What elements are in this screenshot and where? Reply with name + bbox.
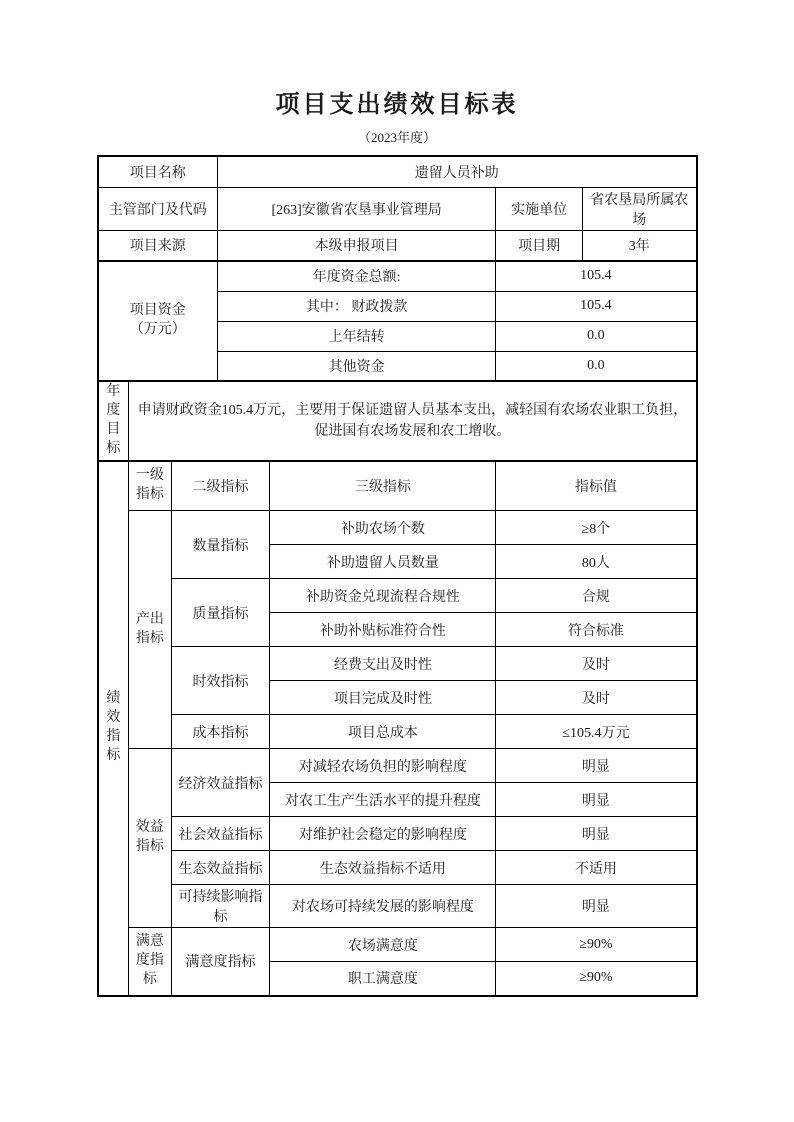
value-cell: 80人 <box>496 545 697 579</box>
l1-benefit: 效益指标 <box>129 749 171 928</box>
annual-goal-text: 申请财政资金105.4万元，主要用于保证遗留人员基本支出，减轻国有农场农业职工负担，促进国有农场发展和农工增收。 <box>129 381 697 461</box>
funding-other-label: 其他资金 <box>218 351 496 381</box>
indicator-row <box>98 511 697 545</box>
annual-goal-row <box>98 381 697 461</box>
project-name-label: 项目名称 <box>98 156 218 187</box>
l2-ecological: 生态效益指标 <box>171 851 270 885</box>
value-cell: 及时 <box>496 647 697 681</box>
l2-timeliness: 时效指标 <box>171 647 270 715</box>
funding-label <box>98 261 218 381</box>
l2-quality: 质量指标 <box>171 579 270 647</box>
impl-unit-value: 省农垦局所属农场 <box>583 187 697 230</box>
project-name-value: 遗留人员补助 <box>218 156 697 187</box>
page-subtitle: （2023年度） <box>357 130 436 145</box>
l2-social: 社会效益指标 <box>171 817 270 851</box>
value-cell: ≤105.4万元 <box>496 715 697 749</box>
value-cell: ≥8个 <box>496 511 697 545</box>
funding-total-value: 105.4 <box>496 261 697 291</box>
l2-quantity: 数量指标 <box>171 511 270 579</box>
funding-label-line2: （万元） <box>129 322 186 337</box>
indicator-row <box>98 928 697 962</box>
value-cell: 不适用 <box>496 851 697 885</box>
l1-output: 产出指标 <box>129 511 171 749</box>
project-source-row <box>98 230 697 261</box>
indicator-row <box>98 715 697 749</box>
funding-fiscal-label: 其中： 财政拨款 <box>218 291 496 321</box>
department-value: [263]安徽省农垦事业管理局 <box>218 187 496 230</box>
funding-fiscal-value: 105.4 <box>496 291 697 321</box>
funding-label-line1: 项目资金 <box>129 303 186 319</box>
indicator-row <box>98 647 697 681</box>
value-cell: 及时 <box>496 681 697 715</box>
project-source-value: 本级申报项目 <box>218 230 496 261</box>
project-period-label: 项目期 <box>496 230 583 261</box>
project-name-row <box>98 156 697 187</box>
value-cell: 符合标准 <box>496 613 697 647</box>
l3-cell: 对农场可持续发展的影响程度 <box>270 885 496 928</box>
indicator-header-row <box>98 461 697 511</box>
l3-cell: 项目完成及时性 <box>270 681 496 715</box>
l3-cell: 补助农场个数 <box>270 511 496 545</box>
l3-cell: 对维护社会稳定的影响程度 <box>270 817 496 851</box>
l3-cell: 补助补贴标准符合性 <box>270 613 496 647</box>
funding-carryover-label: 上年结转 <box>218 321 496 351</box>
header-l3: 三级指标 <box>270 461 496 511</box>
value-cell: 明显 <box>496 885 697 928</box>
l3-cell: 农场满意度 <box>270 928 496 962</box>
funding-other-value: 0.0 <box>496 351 697 381</box>
value-cell: 明显 <box>496 783 697 817</box>
l3-cell: 经费支出及时性 <box>270 647 496 681</box>
l3-cell: 对农工生产生活水平的提升程度 <box>270 783 496 817</box>
l3-cell: 补助资金兑现流程合规性 <box>270 579 496 613</box>
funding-row-total <box>98 261 697 291</box>
indicator-row <box>98 851 697 885</box>
header-value: 指标值 <box>496 461 697 511</box>
indicator-row <box>98 579 697 613</box>
indicator-row <box>98 817 697 851</box>
l1-satisfaction: 满意度指标 <box>129 928 171 996</box>
funding-carryover-value: 0.0 <box>496 321 697 351</box>
project-source-label: 项目来源 <box>98 230 218 261</box>
performance-target-table <box>97 155 698 997</box>
l2-satisfaction: 满意度指标 <box>171 928 270 996</box>
value-cell: 明显 <box>496 817 697 851</box>
department-row <box>98 187 697 230</box>
page-title: 项目支出绩效目标表 <box>275 92 519 118</box>
value-cell: ≥90% <box>496 962 697 996</box>
funding-total-label: 年度资金总额: <box>218 261 496 291</box>
value-cell: 明显 <box>496 749 697 783</box>
l2-sustainable: 可持续影响指标 <box>171 885 270 928</box>
l3-cell: 对减轻农场负担的影响程度 <box>270 749 496 783</box>
indicator-row <box>98 749 697 783</box>
l3-cell: 职工满意度 <box>270 962 496 996</box>
header-l2: 二级指标 <box>171 461 270 511</box>
l2-economic: 经济效益指标 <box>171 749 270 817</box>
annual-goal-label: 年度目标 <box>98 381 129 461</box>
header-l1: 一级指标 <box>129 461 171 511</box>
value-cell: 合规 <box>496 579 697 613</box>
indicator-row <box>98 885 697 928</box>
l3-cell: 项目总成本 <box>270 715 496 749</box>
impl-unit-label: 实施单位 <box>496 187 583 230</box>
project-period-value: 3年 <box>583 230 697 261</box>
value-cell: ≥90% <box>496 928 697 962</box>
department-label: 主管部门及代码 <box>98 187 218 230</box>
indicator-side-label: 绩效指标 <box>98 461 129 996</box>
l2-cost: 成本指标 <box>171 715 270 749</box>
l3-cell: 补助遗留人员数量 <box>270 545 496 579</box>
l3-cell: 生态效益指标不适用 <box>270 851 496 885</box>
